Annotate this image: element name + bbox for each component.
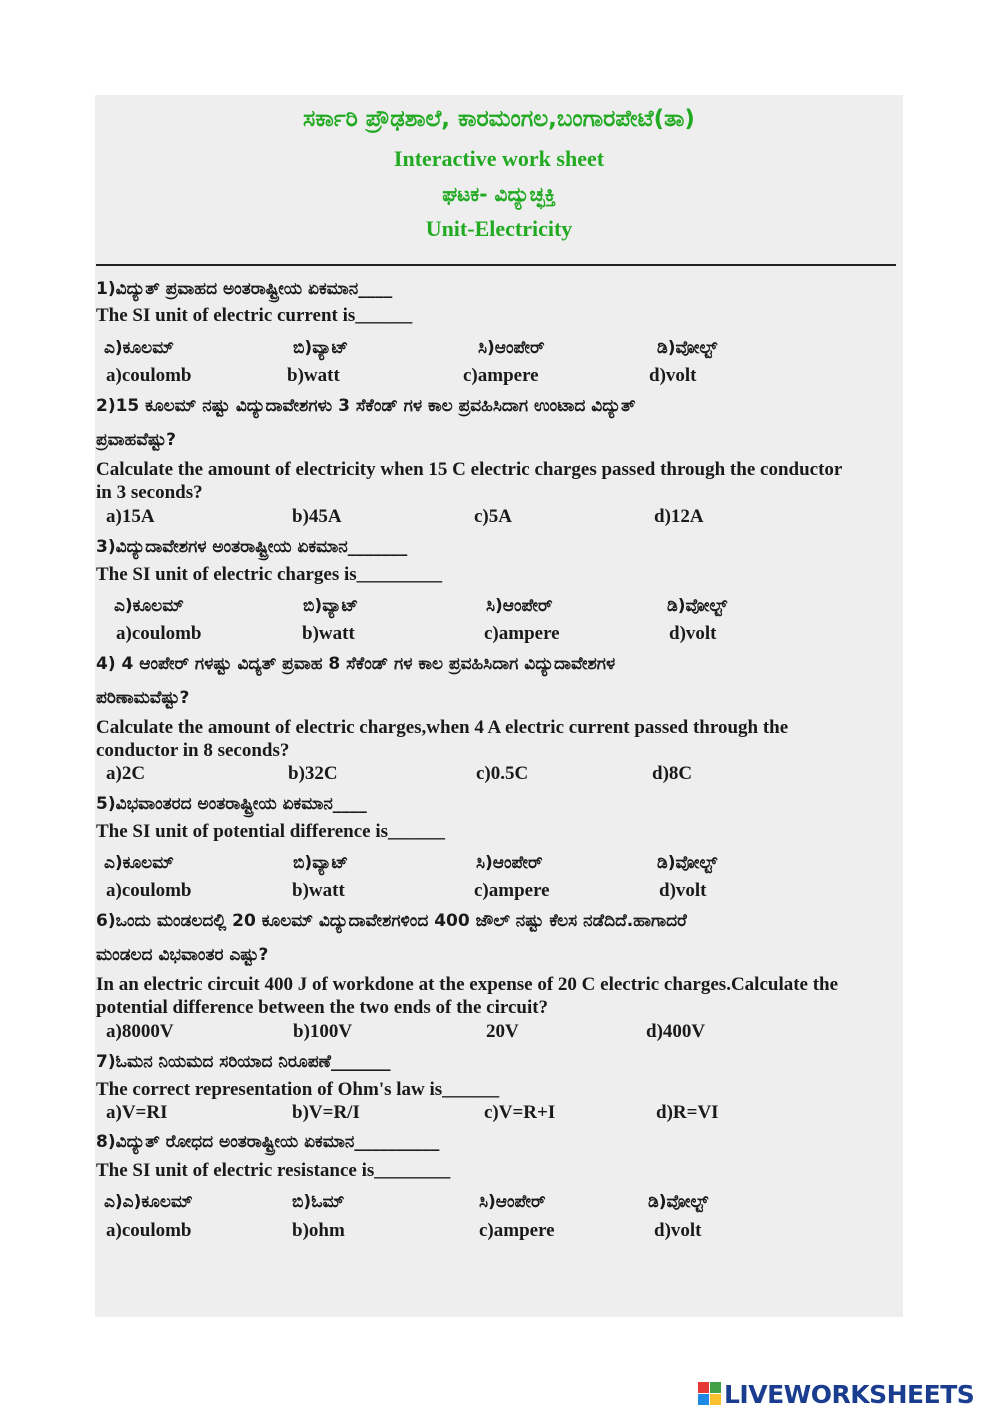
question-1-option-kannada: ಡಿ)ವೋಲ್ಟ್: [657, 338, 718, 358]
question-3-english-line: The SI unit of electric charges is_________: [96, 564, 443, 585]
question-3-option-kannada: ಬಿ)ವ್ಯಾಟ್: [303, 596, 359, 616]
question-5-option-kannada: ಡಿ)ವೋಲ್ಟ್: [657, 853, 718, 873]
question-1-option: c)ampere: [463, 365, 539, 386]
header-divider: [96, 264, 896, 266]
question-3-option: b)watt: [302, 623, 355, 644]
brand-watermark: [698, 1377, 974, 1411]
question-6-kannada-line: 6)ಒಂದು ಮಂಡಲದಲ್ಲಿ 20 ಕೂಲಮ್ ವಿದ್ಯುದಾವೇಶಗಳಿಂದ 400 ಜೌಲ್ ನಷ್ಟು ಕೆಲಸ ನಡೆದಿದೆ.ಹಾಗಾದರೆ: [96, 911, 687, 931]
question-7-english-line: The correct representation of Ohm's law is______: [96, 1079, 500, 1100]
question-8-option-kannada: ಬಿ)ಓಮ್: [292, 1192, 345, 1212]
question-2-option: a)15A: [106, 506, 155, 527]
question-8-kannada-line: 8)ವಿದ್ಯುತ್ ರೋಧದ ಅಂತರಾಷ್ಟ್ರೀಯ ಏಕಮಾನ__________: [96, 1132, 440, 1152]
question-1-option: a)coulomb: [106, 365, 192, 386]
question-6-option: a)8000V: [106, 1021, 174, 1042]
question-4-kannada-line: 4) 4 ಆಂಪೇರ್ ಗಳಷ್ಟು ವಿದ್ಯತ್ ಪ್ರವಾಹ 8 ಸೆಕೆಂಡ್ ಗಳ ಕಾಲ ಪ್ರವಹಿಸಿದಾಗ ವಿದ್ಯುದಾವೇಶಗಳ: [96, 654, 616, 674]
question-5-option-kannada: ಬಿ)ವ್ಯಾಟ್: [293, 853, 349, 873]
question-8-option: c)ampere: [479, 1220, 555, 1241]
question-6-option: d)400V: [646, 1021, 706, 1042]
question-7-option: b)V=R/I: [292, 1102, 360, 1123]
question-7-kannada-line: 7)ಓಮನ ನಿಯಮದ ಸರಿಯಾದ ನಿರೂಪಣೆ_______: [96, 1052, 391, 1072]
question-5-option: d)volt: [659, 880, 707, 901]
question-6-english-line: potential difference between the two ends of the circuit?: [96, 997, 549, 1018]
question-3-option: d)volt: [669, 623, 717, 644]
question-6-option: 20V: [486, 1021, 519, 1042]
question-5-option-kannada: ಸಿ)ಆಂಪೇರ್: [476, 853, 543, 873]
question-2-kannada-line: ಪ್ರವಾಹವೆಷ್ಟು?: [96, 430, 176, 450]
question-8-option: b)ohm: [292, 1220, 345, 1241]
question-1-option-kannada: ಎ)ಕೂಲಮ್: [104, 338, 174, 358]
question-2-option: c)5A: [474, 506, 512, 527]
question-4-english-line: conductor in 8 seconds?: [96, 740, 290, 761]
question-1-option: d)volt: [649, 365, 697, 386]
question-5-option-kannada: ಎ)ಕೂಲಮ್: [104, 853, 174, 873]
question-5-option: c)ampere: [474, 880, 550, 901]
question-3-option-kannada: ಡಿ)ವೋಲ್ಟ್: [667, 596, 728, 616]
question-3-kannada-line: 3)ವಿದ್ಯುದಾವೇಶಗಳ ಅಂತರಾಷ್ಟ್ರೀಯ ಏಕಮಾನ_______: [96, 537, 408, 557]
question-5-kannada-line: 5)ವಿಭವಾಂತರದ ಅಂತರಾಷ್ಟ್ರೀಯ ಏಕಮಾನ____: [96, 794, 367, 814]
question-8-option-kannada: ಎ)ಎ)ಕೂಲಮ್: [104, 1192, 193, 1212]
question-2-kannada-line: 2)15 ಕೂಲಮ್ ನಷ್ಟು ವಿದ್ಯುದಾವೇಶಗಳು 3 ಸೆಕೆಂಡ್ ಗಳ ಕಾಲ ಪ್ರವಹಿಸಿದಾಗ ಉಂಟಾದ ವಿದ್ಯುತ್: [96, 396, 636, 416]
unit-title-english: Unit-Electricity: [425, 216, 573, 241]
question-4-option: c)0.5C: [476, 763, 529, 784]
question-5-option: b)watt: [292, 880, 345, 901]
question-3-option: c)ampere: [484, 623, 560, 644]
question-8-english-line: The SI unit of electric resistance is________: [96, 1160, 451, 1181]
question-7-option: a)V=RI: [106, 1102, 168, 1123]
question-4-kannada-line: ಪರಿಣಾಮವೆಷ್ಟು?: [96, 688, 190, 708]
question-2-option: d)12A: [654, 506, 704, 527]
question-4-option: a)2C: [106, 763, 146, 784]
question-3-option-kannada: ಸಿ)ಆಂಪೇರ್: [486, 596, 553, 616]
question-5-option: a)coulomb: [106, 880, 192, 901]
question-1-english-line: The SI unit of electric current is______: [96, 305, 413, 326]
question-4-english-line: Calculate the amount of electric charges,when 4 A electric current passed through the: [96, 717, 789, 738]
question-1-option-kannada: ಬಿ)ವ್ಯಾಟ್: [293, 338, 349, 358]
question-8-option-kannada: ಸಿ)ಆಂಪೇರ್: [479, 1192, 546, 1212]
question-3-option: a)coulomb: [116, 623, 202, 644]
question-6-option: b)100V: [293, 1021, 353, 1042]
question-1-kannada-line: 1)ವಿದ್ಯುತ್ ಪ್ರವಾಹದ ಅಂತರಾಷ್ಟ್ರೀಯ ಏಕಮಾನ____: [96, 279, 393, 299]
brand-name: LIVEWORKSHEETS: [724, 1379, 975, 1409]
unit-title-kannada: ಘಟಕ- ವಿದ್ಯುಚ್ಛಕ್ತಿ: [442, 182, 556, 206]
school-title: ಸರ್ಕಾರಿ ಪ್ರೌಢಶಾಲೆ, ಕಾರಮಂಗಲ,ಬಂಗಾರಪೇಟೆ(ತಾ): [303, 106, 695, 132]
question-8-option-kannada: ಡಿ)ವೋಲ್ಟ್: [648, 1192, 709, 1212]
question-7-option: c)V=R+I: [484, 1102, 556, 1123]
question-8-option: d)volt: [654, 1220, 702, 1241]
question-5-english-line: The SI unit of potential difference is______: [96, 821, 446, 842]
question-6-english-line: In an electric circuit 400 J of workdone at the expense of 20 C electric charges.Calculate the: [96, 974, 839, 995]
worksheet-subtitle: Interactive work sheet: [393, 146, 605, 171]
question-1-option-kannada: ಸಿ)ಆಂಪೇರ್: [478, 338, 545, 358]
question-2-english-line: in 3 seconds?: [96, 482, 203, 503]
question-6-kannada-line: ಮಂಡಲದ ವಿಭವಾಂತರ ಎಷ್ಟು?: [96, 945, 269, 965]
question-4-option: d)8C: [652, 763, 693, 784]
brand-logo-icon: [698, 1382, 722, 1406]
question-8-option: a)coulomb: [106, 1220, 192, 1241]
question-2-english-line: Calculate the amount of electricity when 15 C electric charges passed through the conductor: [96, 459, 843, 480]
question-3-option-kannada: ಎ)ಕೂಲಮ್: [114, 596, 184, 616]
question-2-option: b)45A: [292, 506, 342, 527]
question-4-option: b)32C: [288, 763, 338, 784]
question-7-option: d)R=VI: [656, 1102, 719, 1123]
question-1-option: b)watt: [287, 365, 340, 386]
